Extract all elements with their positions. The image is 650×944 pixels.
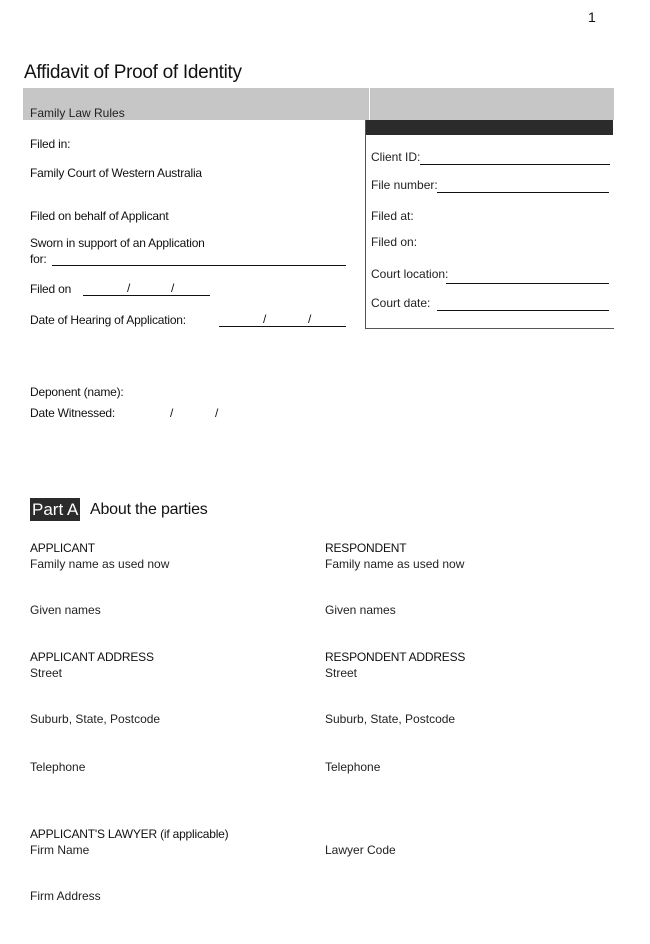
filed-on-behalf: Filed on behalf of Applicant: [30, 209, 169, 223]
sworn-for-label: for:: [30, 252, 47, 266]
date-witnessed-slash: /: [215, 406, 219, 420]
date-witnessed-label: Date Witnessed:: [30, 406, 116, 420]
respondent-suburb: Suburb, State, Postcode: [325, 712, 456, 726]
hearing-date-field[interactable]: [219, 326, 346, 327]
court-name: Family Court of Western Australia: [30, 166, 202, 180]
filed-on-right-label: Filed on:: [371, 235, 418, 249]
page-number: 1: [588, 9, 596, 25]
court-date-field[interactable]: [437, 310, 609, 311]
hearing-date-slash: /: [308, 312, 312, 326]
client-id-field[interactable]: [420, 164, 610, 165]
hearing-date-slash: /: [263, 312, 267, 326]
applicant-address-heading: APPLICANT ADDRESS: [30, 650, 154, 664]
header-bar-divider: [369, 88, 370, 120]
court-location-label: Court location:: [371, 267, 449, 281]
respondent-telephone: Telephone: [325, 760, 381, 774]
filed-on-date-slash: /: [171, 281, 175, 295]
part-a-badge: [30, 498, 80, 521]
respondent-address-heading: RESPONDENT ADDRESS: [325, 650, 466, 664]
client-id-label: Client ID:: [371, 150, 421, 164]
lawyer-firm-name: Firm Name: [30, 843, 90, 857]
court-location-field[interactable]: [446, 283, 609, 284]
applicant-given-names: Given names: [30, 603, 101, 617]
applicant-street: Street: [30, 666, 63, 680]
respondent-street: Street: [325, 666, 358, 680]
header-bar-label: Family Law Rules: [30, 106, 125, 120]
right-panel-left-border: [365, 120, 366, 329]
file-number-field[interactable]: [437, 192, 609, 193]
applicant-family-name: Family name as used now: [30, 557, 170, 571]
court-date-label: Court date:: [371, 296, 431, 310]
lawyer-firm-address: Firm Address: [30, 889, 101, 903]
hearing-date-label: Date of Hearing of Application:: [30, 313, 186, 327]
respondent-given-names: Given names: [325, 603, 396, 617]
file-number-label: File number:: [371, 178, 438, 192]
filed-in-label: Filed in:: [30, 137, 71, 151]
applicant-heading: APPLICANT: [30, 541, 95, 555]
part-a-heading: About the parties: [90, 501, 208, 518]
filed-at-label: Filed at:: [371, 209, 414, 223]
applicant-suburb: Suburb, State, Postcode: [30, 712, 161, 726]
respondent-heading: RESPONDENT: [325, 541, 407, 555]
lawyer-heading: APPLICANT'S LAWYER (if applicable): [30, 827, 229, 841]
right-panel-dark-bar: [366, 120, 613, 135]
filed-on-date-field[interactable]: [83, 295, 210, 296]
filed-on-date-slash: /: [127, 281, 131, 295]
deponent-name-label: Deponent (name):: [30, 385, 124, 399]
right-panel-bottom-border: [365, 328, 614, 329]
lawyer-code: Lawyer Code: [325, 843, 396, 857]
respondent-family-name: Family name as used now: [325, 557, 465, 571]
application-for-field[interactable]: [52, 265, 346, 266]
applicant-telephone: Telephone: [30, 760, 86, 774]
date-witnessed-slash: /: [170, 406, 174, 420]
part-a-badge-text: Part A: [32, 500, 79, 519]
filed-on-label: Filed on: [30, 282, 72, 296]
page-title: Affidavit of Proof of Identity: [24, 62, 242, 83]
sworn-support-label: Sworn in support of an Application: [30, 236, 205, 250]
